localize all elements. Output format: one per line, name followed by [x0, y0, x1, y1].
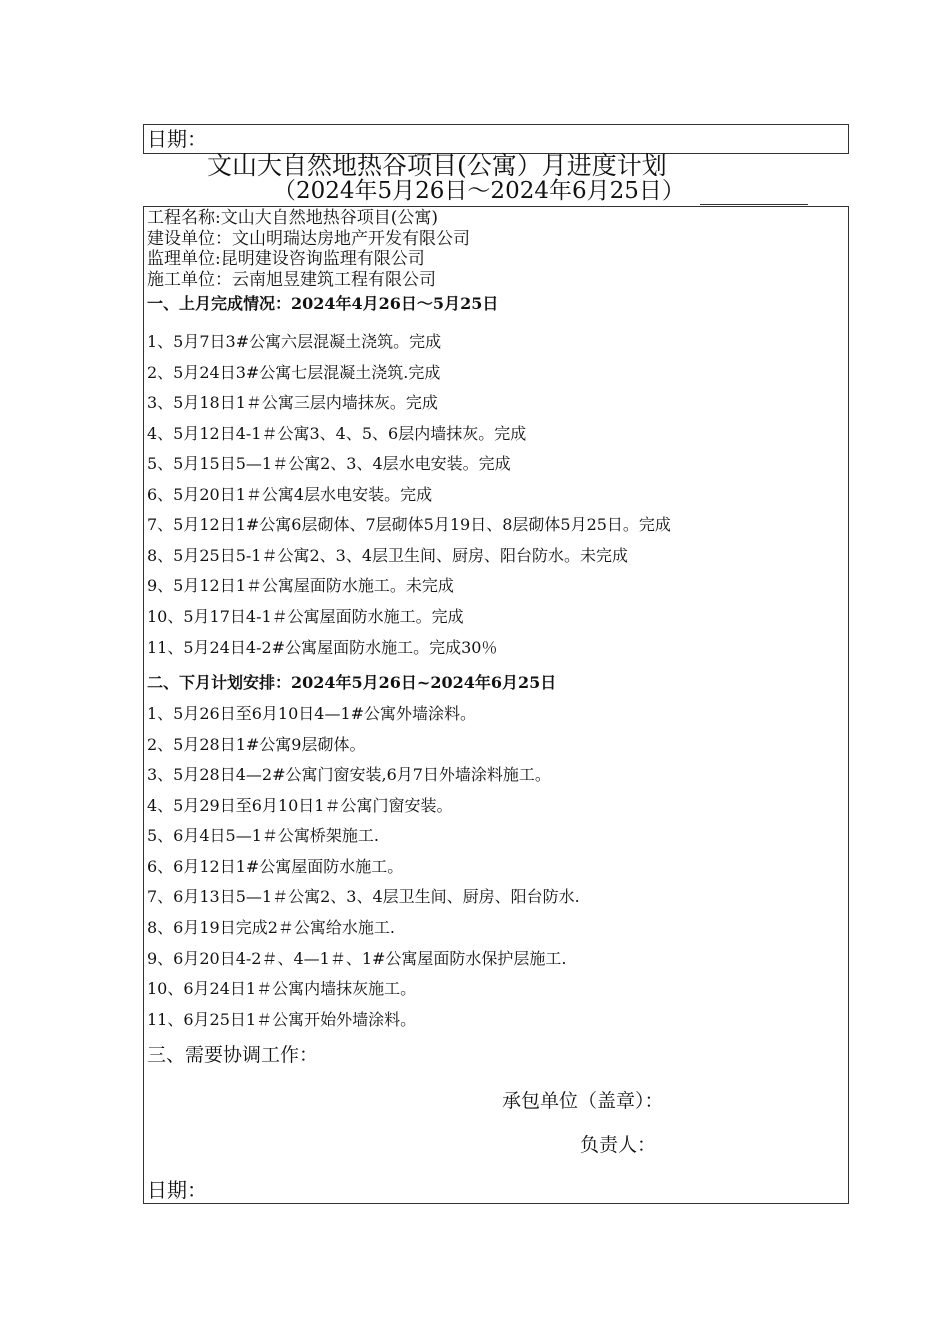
list-item: 10、5月17日4-1＃公寓屋面防水施工。完成 — [147, 607, 464, 626]
list-item: 1、5月26日至6月10日4—1#公寓外墙涂料。 — [147, 704, 477, 723]
list-item: 10、6月24日1＃公寓内墙抹灰施工。 — [147, 979, 417, 998]
list-item: 6、6月12日1#公寓屋面防水施工。 — [147, 857, 404, 876]
responsible-person-label: 负责人： — [580, 1134, 657, 1156]
list-item: 11、6月25日1＃公寓开始外墙涂料。 — [147, 1010, 417, 1029]
supervisor-unit: 监理单位:昆明建设咨询监理有限公司 — [147, 249, 425, 269]
list-item: 4、5月29日至6月10日1＃公寓门窗安装。 — [147, 796, 453, 815]
section2-heading: 二、下月计划安排：2024年5月26日~2024年6月25日 — [147, 673, 557, 692]
list-item: 7、6月13日5—1＃公寓2、3、4层卫生间、厨房、阳台防水. — [147, 887, 580, 906]
header-date-box — [143, 124, 849, 154]
document-period: （2024年5月26日～2024年6月25日） — [273, 178, 685, 204]
list-item: 4、5月12日4-1＃公寓3、4、5、6层内墙抹灰。完成 — [147, 424, 527, 443]
project-name: 工程名称:文山大自然地热谷项目(公寓) — [147, 208, 438, 228]
list-item: 11、5月24日4-2#公寓屋面防水施工。完成30％ — [147, 638, 498, 657]
owner-unit: 建设单位：文山明瑞达房地产开发有限公司 — [147, 229, 470, 249]
list-item: 3、5月18日1＃公寓三层内墙抹灰。完成 — [147, 393, 438, 412]
header-date-label: 日期： — [147, 127, 207, 151]
list-item: 3、5月28日4—2#公寓门窗安装,6月7日外墙涂料施工。 — [147, 765, 551, 784]
contractor-seal-label: 承包单位（盖章）： — [502, 1090, 664, 1112]
list-item: 2、5月24日3#公寓七层混凝土浇筑.完成 — [147, 363, 441, 382]
list-item: 5、6月4日5—1＃公寓桥架施工. — [147, 826, 379, 845]
list-item: 8、5月25日5-1＃公寓2、3、4层卫生间、厨房、阳台防水。未完成 — [147, 546, 629, 565]
list-item: 2、5月28日1#公寓9层砌体。 — [147, 735, 366, 754]
list-item: 6、5月20日1＃公寓4层水电安装。完成 — [147, 485, 433, 504]
footer-date-label: 日期： — [147, 1178, 207, 1202]
section1-heading: 一、上月完成情况：2024年4月26日～5月25日 — [147, 294, 499, 313]
list-item: 7、5月12日1#公寓6层砌体、7层砌体5月19日、8层砌体5月25日。完成 — [147, 515, 671, 534]
section3-heading: 三、需要协调工作： — [147, 1044, 319, 1066]
title-underline — [700, 204, 808, 205]
list-item: 1、5月7日3#公寓六层混凝土浇筑。完成 — [147, 332, 442, 351]
list-item: 9、5月12日1＃公寓屋面防水施工。未完成 — [147, 576, 454, 595]
list-item: 9、6月20日4-2＃、4—1＃、1#公寓屋面防水保护层施工. — [147, 949, 567, 968]
list-item: 8、6月19日完成2＃公寓给水施工. — [147, 918, 395, 937]
contractor-unit: 施工单位：云南旭昱建筑工程有限公司 — [147, 270, 436, 290]
list-item: 5、5月15日5—1＃公寓2、3、4层水电安装。完成 — [147, 454, 511, 473]
document-title: 文山大自然地热谷项目(公寓）月进度计划 — [207, 151, 667, 180]
